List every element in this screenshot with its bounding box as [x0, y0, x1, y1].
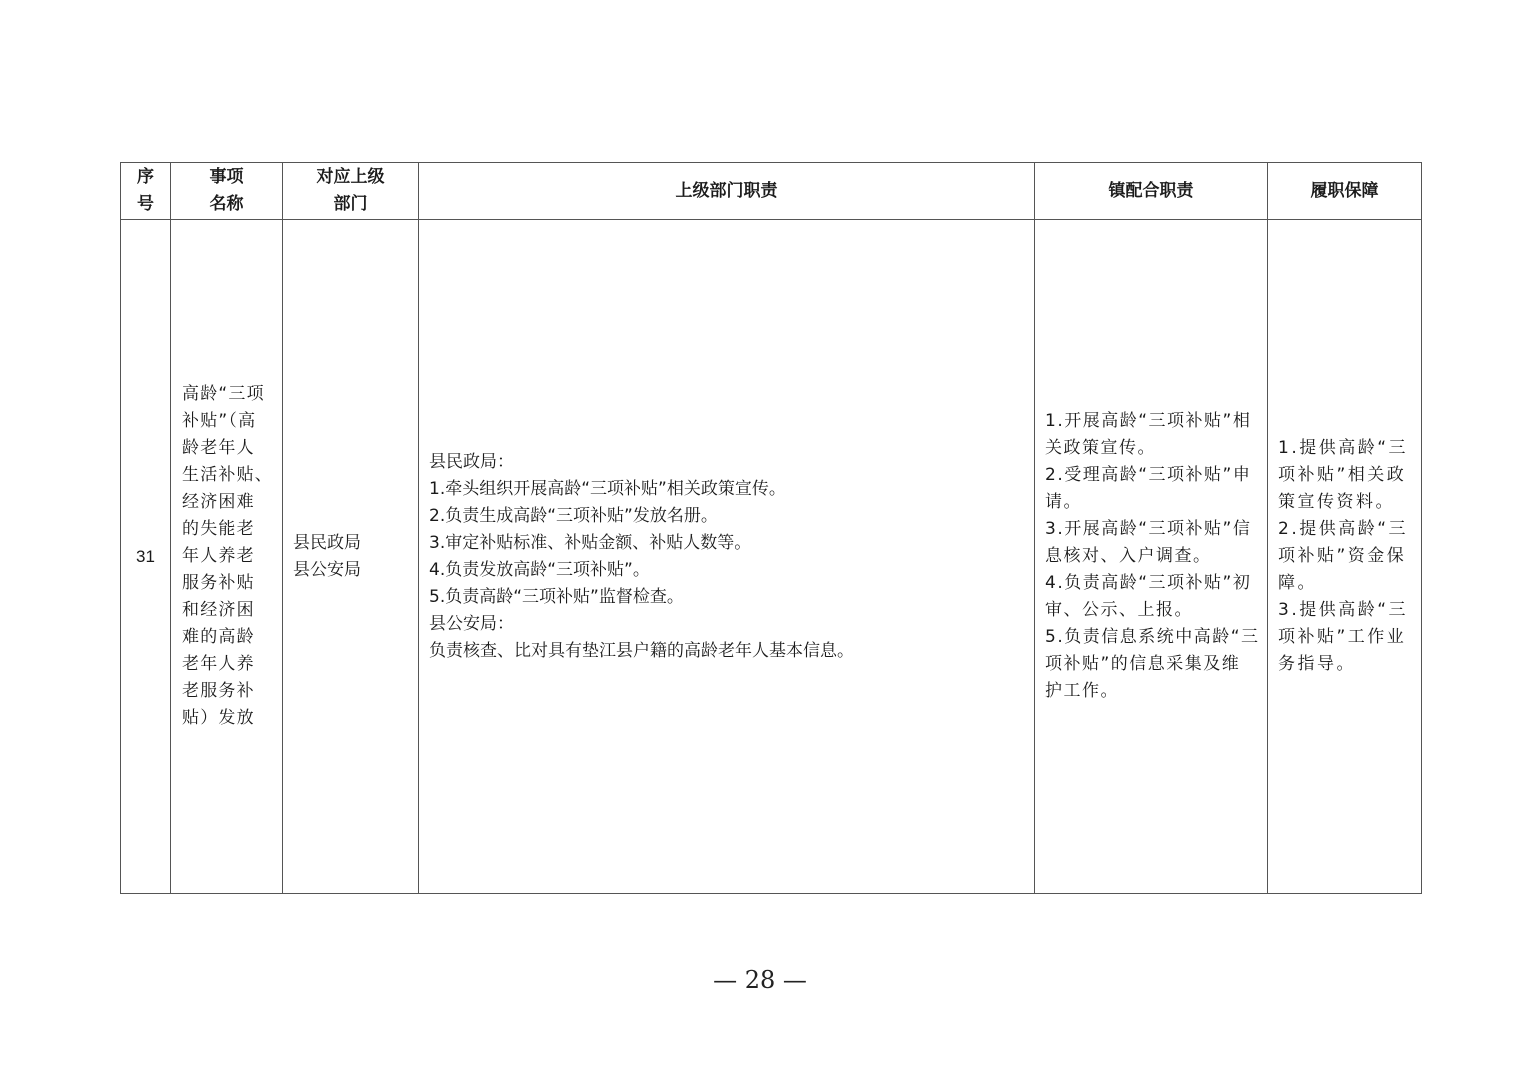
- upper-duties-line: 5.负责高龄“三项补贴”监督检查。: [429, 586, 684, 607]
- upper-dept-line: 县公安局: [293, 559, 361, 580]
- header-upper-dept-line-2: 部门: [333, 194, 368, 214]
- town-duties-line: 1.开展高龄“三项补贴”相: [1045, 411, 1252, 431]
- item-name-line: 老服务补: [182, 681, 255, 701]
- town-duties-line: 请。: [1045, 492, 1082, 512]
- item-name-line: 龄老年人: [182, 438, 255, 458]
- town-duties-line: 护工作。: [1045, 681, 1119, 701]
- town-duties-line: 4.负责高龄“三项补贴”初: [1045, 573, 1252, 593]
- upper-duties-line: 负责核查、比对具有垫江县户籍的高龄老年人基本信息。: [429, 640, 854, 661]
- guarantee-line: 策宣传资料。: [1278, 492, 1395, 512]
- item-name-line: 生活补贴、: [182, 465, 273, 485]
- item-name-line: 和经济困: [182, 600, 255, 620]
- header-index-line-1: 序: [137, 167, 154, 187]
- table-header-row: [121, 163, 1422, 220]
- header-item-name: [171, 163, 283, 220]
- upper-duties-line: 4.负责发放高龄“三项补贴”。: [429, 559, 650, 580]
- page-number: — 28 —: [713, 966, 807, 994]
- item-name-line: 年人养老: [182, 546, 255, 566]
- row-index: 31: [121, 220, 171, 894]
- header-upper-dept-line-1: 对应上级: [316, 167, 385, 187]
- guarantee-line: 项补贴”资金保: [1278, 546, 1407, 566]
- item-name-line: 服务补贴: [182, 573, 255, 593]
- guarantee-cell: [1268, 220, 1422, 894]
- item-name-line: 贴）发放: [182, 708, 255, 728]
- header-guarantee: 履职保障: [1268, 163, 1422, 220]
- table-row: [121, 220, 1422, 894]
- item-name-cell: [171, 220, 283, 894]
- town-duties-line: 2.受理高龄“三项补贴”申: [1045, 465, 1252, 485]
- item-name-line: 老年人养: [182, 654, 255, 674]
- upper-duties-line: 1.牵头组织开展高龄“三项补贴”相关政策宣传。: [429, 478, 786, 499]
- upper-duties-cell: [419, 220, 1035, 894]
- upper-dept-cell: [283, 220, 419, 894]
- upper-duties-line: 县民政局：: [429, 451, 514, 472]
- town-duties-line: 息核对、入户调查。: [1045, 546, 1212, 566]
- header-item-name-line-2: 名称: [209, 194, 244, 214]
- upper-dept-line: 县民政局: [293, 532, 361, 553]
- header-town-duties: 镇配合职责: [1035, 163, 1268, 220]
- guarantee-line: 项补贴”相关政: [1278, 465, 1407, 485]
- guarantee-line: 项补贴”工作业: [1278, 627, 1407, 647]
- town-duties-line: 审、公示、上报。: [1045, 600, 1193, 620]
- header-upper-dept: [283, 163, 419, 220]
- item-name-line: 难的高龄: [182, 627, 255, 647]
- town-duties-line: 项补贴”的信息采集及维: [1045, 654, 1241, 674]
- item-name-line: 补贴”（高: [182, 411, 257, 431]
- guarantee-line: 务指导。: [1278, 654, 1356, 674]
- upper-duties-line: 3.审定补贴标准、补贴金额、补贴人数等。: [429, 532, 752, 553]
- guarantee-line: 3.提供高龄“三: [1278, 600, 1409, 620]
- guarantee-line: 1.提供高龄“三: [1278, 438, 1409, 458]
- town-duties-cell: [1035, 220, 1268, 894]
- header-index-line-2: 号: [137, 194, 154, 214]
- upper-duties-line: 县公安局：: [429, 613, 514, 634]
- header-upper-duties: 上级部门职责: [419, 163, 1035, 220]
- item-name-line: 经济困难: [182, 492, 255, 512]
- guarantee-line: 障。: [1278, 573, 1317, 593]
- town-duties-line: 关政策宣传。: [1045, 438, 1156, 458]
- header-index: [121, 163, 171, 220]
- responsibility-table: [120, 162, 1422, 894]
- item-name-line: 的失能老: [182, 519, 255, 539]
- upper-duties-line: 2.负责生成高龄“三项补贴”发放名册。: [429, 505, 718, 526]
- header-item-name-line-1: 事项: [209, 167, 244, 187]
- guarantee-line: 2.提供高龄“三: [1278, 519, 1409, 539]
- town-duties-line: 3.开展高龄“三项补贴”信: [1045, 519, 1252, 539]
- item-name-line: 高龄“三项: [182, 384, 265, 404]
- town-duties-line: 5.负责信息系统中高龄“三: [1045, 627, 1260, 647]
